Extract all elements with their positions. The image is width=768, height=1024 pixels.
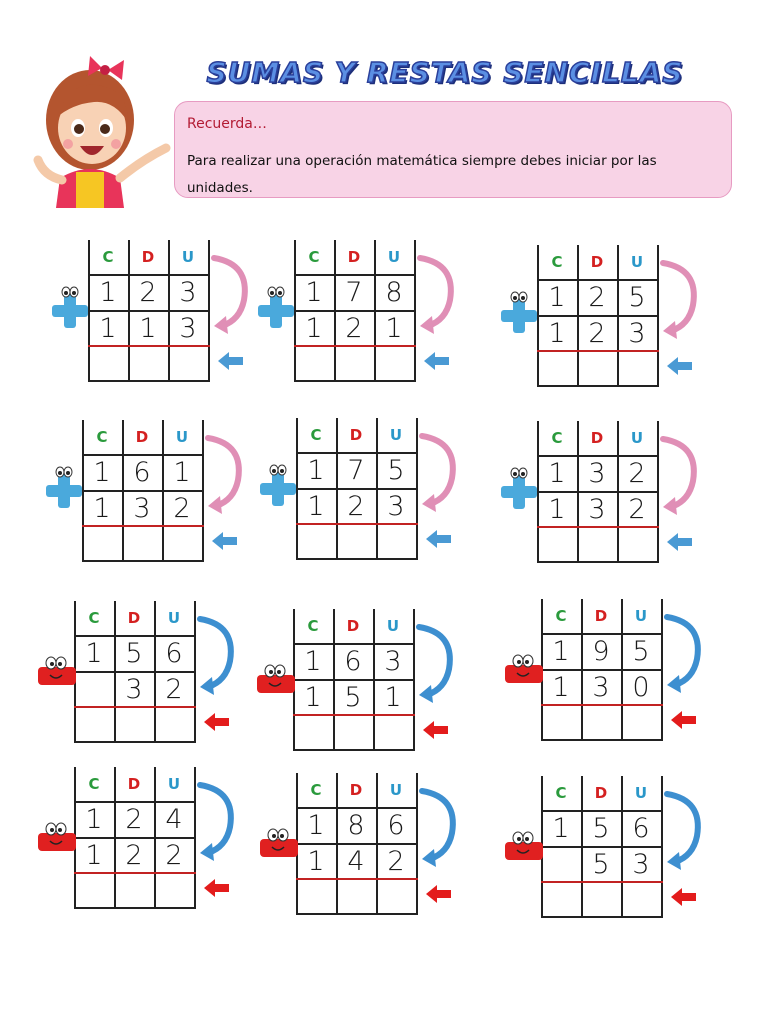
column-header-u: U bbox=[630, 429, 644, 447]
answer-cell[interactable] bbox=[373, 715, 413, 749]
top-digit: 4 bbox=[165, 803, 183, 835]
top-digit: 2 bbox=[628, 457, 646, 489]
result-line bbox=[537, 526, 659, 528]
plus-sign-icon bbox=[256, 286, 296, 334]
column-header-c: C bbox=[96, 428, 108, 446]
column-header-d: D bbox=[349, 781, 363, 799]
answer-cell[interactable] bbox=[88, 346, 128, 380]
top-digit: 5 bbox=[592, 812, 610, 844]
minus-sign-icon bbox=[503, 830, 545, 868]
bottom-digit: 3 bbox=[179, 312, 197, 344]
top-digit: 1 bbox=[307, 454, 325, 486]
column-header-u: U bbox=[634, 607, 648, 625]
answer-cell[interactable] bbox=[537, 527, 577, 561]
column-header-c: C bbox=[551, 429, 563, 447]
top-digit: 1 bbox=[548, 457, 566, 489]
bottom-digit: 2 bbox=[628, 493, 646, 525]
answer-cell[interactable] bbox=[114, 707, 154, 741]
answer-cell[interactable] bbox=[374, 346, 414, 380]
answer-cell[interactable] bbox=[296, 879, 336, 913]
bottom-digit: 3 bbox=[628, 317, 646, 349]
exercise-4 bbox=[82, 420, 262, 570]
answer-cell[interactable] bbox=[74, 873, 114, 907]
top-digit: 1 bbox=[307, 809, 325, 841]
exercise-9 bbox=[541, 599, 721, 749]
grid-line bbox=[296, 488, 418, 490]
answer-cell[interactable] bbox=[122, 526, 162, 560]
grid-line bbox=[296, 452, 418, 454]
bottom-digit: 3 bbox=[125, 673, 143, 705]
bottom-digit: 1 bbox=[385, 312, 403, 344]
bottom-digit: 1 bbox=[93, 492, 111, 524]
minus-sign-icon bbox=[36, 821, 78, 859]
answer-cell[interactable] bbox=[376, 524, 416, 558]
top-digit: 3 bbox=[179, 276, 197, 308]
column-header-d: D bbox=[346, 617, 360, 635]
column-header-d: D bbox=[349, 426, 363, 444]
plus-sign-icon bbox=[44, 466, 84, 514]
bottom-digit: 2 bbox=[165, 839, 183, 871]
grid-line bbox=[88, 380, 210, 382]
exercise-2 bbox=[294, 240, 474, 390]
column-header-c: C bbox=[88, 775, 100, 793]
answer-cell[interactable] bbox=[333, 715, 373, 749]
red-left-arrow-icon bbox=[671, 711, 697, 733]
answer-cell[interactable] bbox=[294, 346, 334, 380]
top-digit: 8 bbox=[385, 276, 403, 308]
answer-cell[interactable] bbox=[336, 524, 376, 558]
reminder-heading: Recuerda… bbox=[187, 116, 267, 132]
answer-cell[interactable] bbox=[128, 346, 168, 380]
exercise-6 bbox=[537, 421, 717, 571]
answer-cell[interactable] bbox=[621, 705, 661, 739]
grid-line bbox=[88, 310, 210, 312]
pink-curved-arrow-icon bbox=[659, 435, 703, 523]
bottom-digit: 1 bbox=[307, 845, 325, 877]
result-line bbox=[537, 350, 659, 352]
bottom-digit: 2 bbox=[165, 673, 183, 705]
top-digit: 5 bbox=[632, 635, 650, 667]
answer-cell[interactable] bbox=[541, 882, 581, 916]
column-header-c: C bbox=[307, 617, 319, 635]
column-header-u: U bbox=[386, 617, 400, 635]
top-digit: 3 bbox=[588, 457, 606, 489]
top-digit: 1 bbox=[99, 276, 117, 308]
grid-line bbox=[537, 315, 659, 317]
bottom-digit: 1 bbox=[552, 671, 570, 703]
top-digit: 3 bbox=[384, 645, 402, 677]
grid-line bbox=[541, 846, 663, 848]
answer-cell[interactable] bbox=[537, 351, 577, 385]
result-line bbox=[296, 523, 418, 525]
grid-line bbox=[541, 916, 663, 918]
grid-line bbox=[294, 380, 416, 382]
blue-left-arrow-icon bbox=[426, 530, 452, 552]
minus-sign-icon bbox=[258, 827, 300, 865]
grid-line bbox=[74, 837, 196, 839]
top-digit: 6 bbox=[165, 637, 183, 669]
bottom-digit: 1 bbox=[85, 839, 103, 871]
grid-line bbox=[82, 560, 204, 562]
grid-line bbox=[293, 749, 415, 751]
grid-line bbox=[88, 274, 210, 276]
column-header-c: C bbox=[555, 784, 567, 802]
bottom-digit: 1 bbox=[384, 681, 402, 713]
grid-line bbox=[74, 907, 196, 909]
top-digit: 2 bbox=[139, 276, 157, 308]
column-header-c: C bbox=[102, 248, 114, 266]
minus-sign-icon bbox=[503, 653, 545, 691]
bottom-digit: 1 bbox=[305, 312, 323, 344]
grid-line bbox=[82, 490, 204, 492]
column-header-u: U bbox=[167, 775, 181, 793]
red-left-arrow-icon bbox=[204, 713, 230, 735]
grid-line bbox=[296, 807, 418, 809]
result-line bbox=[82, 525, 204, 527]
grid-line bbox=[296, 843, 418, 845]
bottom-digit: 1 bbox=[304, 681, 322, 713]
column-header-u: U bbox=[630, 253, 644, 271]
exercise-11 bbox=[296, 773, 476, 923]
bottom-digit: 2 bbox=[588, 317, 606, 349]
column-header-c: C bbox=[551, 253, 563, 271]
answer-cell[interactable] bbox=[541, 705, 581, 739]
bottom-digit: 0 bbox=[632, 671, 650, 703]
column-header-u: U bbox=[175, 428, 189, 446]
answer-cell[interactable] bbox=[296, 524, 336, 558]
column-header-u: U bbox=[167, 609, 181, 627]
answer-cell[interactable] bbox=[577, 527, 617, 561]
bottom-digit bbox=[74, 671, 114, 707]
top-digit: 7 bbox=[347, 454, 365, 486]
bottom-digit: 1 bbox=[548, 317, 566, 349]
plus-sign-icon bbox=[50, 286, 90, 334]
top-digit: 1 bbox=[305, 276, 323, 308]
column-header-d: D bbox=[594, 607, 608, 625]
pink-curved-arrow-icon bbox=[659, 259, 703, 347]
pink-curved-arrow-icon bbox=[418, 432, 462, 520]
top-digit: 2 bbox=[588, 281, 606, 313]
answer-cell[interactable] bbox=[376, 879, 416, 913]
column-header-c: C bbox=[555, 607, 567, 625]
column-header-d: D bbox=[590, 253, 604, 271]
top-digit: 7 bbox=[345, 276, 363, 308]
column-header-u: U bbox=[387, 248, 401, 266]
top-digit: 6 bbox=[632, 812, 650, 844]
grid-line bbox=[74, 671, 196, 673]
bottom-digit: 3 bbox=[632, 848, 650, 880]
grid-line bbox=[74, 801, 196, 803]
bottom-digit: 3 bbox=[387, 490, 405, 522]
answer-cell[interactable] bbox=[154, 707, 194, 741]
bottom-digit: 1 bbox=[307, 490, 325, 522]
column-header-d: D bbox=[590, 429, 604, 447]
bottom-digit: 2 bbox=[345, 312, 363, 344]
plus-sign-icon bbox=[499, 291, 539, 339]
reminder-text: Para realizar una operación matemática siempre debes iniciar por las unidades. bbox=[187, 153, 657, 196]
bottom-digit: 4 bbox=[347, 845, 365, 877]
answer-cell[interactable] bbox=[617, 351, 657, 385]
blue-left-arrow-icon bbox=[212, 532, 238, 554]
blue-curved-arrow-icon bbox=[418, 787, 462, 875]
answer-cell[interactable] bbox=[168, 346, 208, 380]
blue-left-arrow-icon bbox=[667, 533, 693, 555]
bottom-digit: 1 bbox=[99, 312, 117, 344]
column-header-d: D bbox=[347, 248, 361, 266]
bottom-digit: 5 bbox=[344, 681, 362, 713]
grid-line bbox=[74, 635, 196, 637]
column-header-d: D bbox=[594, 784, 608, 802]
bottom-digit: 2 bbox=[125, 839, 143, 871]
bottom-digit: 3 bbox=[133, 492, 151, 524]
top-digit: 1 bbox=[93, 456, 111, 488]
bottom-digit bbox=[541, 846, 581, 882]
grid-line bbox=[82, 454, 204, 456]
blue-curved-arrow-icon bbox=[663, 790, 707, 878]
exercise-12 bbox=[541, 776, 721, 926]
grid-line bbox=[541, 633, 663, 635]
grid-line bbox=[296, 913, 418, 915]
top-digit: 1 bbox=[173, 456, 191, 488]
column-header-d: D bbox=[135, 428, 149, 446]
exercise-5 bbox=[296, 418, 476, 568]
bottom-digit: 2 bbox=[347, 490, 365, 522]
girl-illustration bbox=[32, 48, 172, 208]
grid-line bbox=[293, 643, 415, 645]
blue-curved-arrow-icon bbox=[415, 623, 459, 711]
answer-cell[interactable] bbox=[154, 873, 194, 907]
result-line bbox=[74, 706, 196, 708]
top-digit: 8 bbox=[347, 809, 365, 841]
red-left-arrow-icon bbox=[204, 879, 230, 901]
reminder-box bbox=[174, 101, 732, 198]
answer-cell[interactable] bbox=[162, 526, 202, 560]
column-header-u: U bbox=[634, 784, 648, 802]
column-header-u: U bbox=[389, 781, 403, 799]
result-line bbox=[296, 878, 418, 880]
grid-line bbox=[294, 310, 416, 312]
grid-line bbox=[294, 274, 416, 276]
blue-left-arrow-icon bbox=[218, 352, 244, 374]
top-digit: 1 bbox=[548, 281, 566, 313]
top-digit: 5 bbox=[125, 637, 143, 669]
result-line bbox=[541, 704, 663, 706]
top-digit: 1 bbox=[304, 645, 322, 677]
column-header-u: U bbox=[181, 248, 195, 266]
result-line bbox=[541, 881, 663, 883]
grid-line bbox=[537, 561, 659, 563]
plus-sign-icon bbox=[499, 467, 539, 515]
answer-cell[interactable] bbox=[334, 346, 374, 380]
grid-line bbox=[537, 491, 659, 493]
grid-line bbox=[74, 741, 196, 743]
pink-curved-arrow-icon bbox=[416, 254, 460, 342]
blue-curved-arrow-icon bbox=[663, 613, 707, 701]
bottom-digit: 1 bbox=[548, 493, 566, 525]
minus-sign-icon bbox=[36, 655, 78, 693]
column-header-c: C bbox=[88, 609, 100, 627]
top-digit: 2 bbox=[125, 803, 143, 835]
minus-sign-icon bbox=[255, 663, 297, 701]
bottom-digit: 2 bbox=[387, 845, 405, 877]
grid-line bbox=[537, 279, 659, 281]
grid-line bbox=[293, 679, 415, 681]
plus-sign-icon bbox=[258, 464, 298, 512]
answer-cell[interactable] bbox=[336, 879, 376, 913]
top-digit: 6 bbox=[387, 809, 405, 841]
result-line bbox=[293, 714, 415, 716]
top-digit: 1 bbox=[85, 803, 103, 835]
column-header-d: D bbox=[141, 248, 155, 266]
answer-cell[interactable] bbox=[617, 527, 657, 561]
exercise-8 bbox=[293, 609, 473, 759]
grid-line bbox=[541, 669, 663, 671]
pink-curved-arrow-icon bbox=[204, 434, 248, 522]
column-header-u: U bbox=[389, 426, 403, 444]
answer-cell[interactable] bbox=[581, 882, 621, 916]
bottom-digit: 3 bbox=[592, 671, 610, 703]
grid-line bbox=[296, 558, 418, 560]
bottom-digit: 3 bbox=[588, 493, 606, 525]
answer-cell[interactable] bbox=[82, 526, 122, 560]
pink-curved-arrow-icon bbox=[210, 254, 254, 342]
exercise-10 bbox=[74, 767, 254, 917]
exercise-7 bbox=[74, 601, 254, 751]
exercise-3 bbox=[537, 245, 717, 395]
exercise-1 bbox=[88, 240, 268, 390]
column-header-c: C bbox=[310, 781, 322, 799]
blue-left-arrow-icon bbox=[424, 352, 450, 374]
top-digit: 5 bbox=[387, 454, 405, 486]
grid-line bbox=[541, 810, 663, 812]
top-digit: 1 bbox=[552, 635, 570, 667]
answer-cell[interactable] bbox=[114, 873, 154, 907]
top-digit: 6 bbox=[133, 456, 151, 488]
result-line bbox=[294, 345, 416, 347]
answer-cell[interactable] bbox=[621, 882, 661, 916]
blue-curved-arrow-icon bbox=[196, 781, 240, 869]
grid-line bbox=[537, 385, 659, 387]
answer-cell[interactable] bbox=[577, 351, 617, 385]
column-header-c: C bbox=[308, 248, 320, 266]
bottom-digit: 5 bbox=[592, 848, 610, 880]
column-header-d: D bbox=[127, 775, 141, 793]
top-digit: 6 bbox=[344, 645, 362, 677]
red-left-arrow-icon bbox=[671, 888, 697, 910]
result-line bbox=[88, 345, 210, 347]
column-header-c: C bbox=[310, 426, 322, 444]
page-title: SUMAS Y RESTAS SENCILLAS bbox=[206, 56, 684, 89]
answer-cell[interactable] bbox=[293, 715, 333, 749]
top-digit: 1 bbox=[552, 812, 570, 844]
top-digit: 5 bbox=[628, 281, 646, 313]
bottom-digit: 2 bbox=[173, 492, 191, 524]
result-line bbox=[74, 872, 196, 874]
top-digit: 1 bbox=[85, 637, 103, 669]
top-digit: 9 bbox=[592, 635, 610, 667]
grid-line bbox=[541, 739, 663, 741]
blue-curved-arrow-icon bbox=[196, 615, 240, 703]
grid-line bbox=[537, 455, 659, 457]
column-header-d: D bbox=[127, 609, 141, 627]
red-left-arrow-icon bbox=[423, 721, 449, 743]
answer-cell[interactable] bbox=[74, 707, 114, 741]
bottom-digit: 1 bbox=[139, 312, 157, 344]
blue-left-arrow-icon bbox=[667, 357, 693, 379]
red-left-arrow-icon bbox=[426, 885, 452, 907]
answer-cell[interactable] bbox=[581, 705, 621, 739]
